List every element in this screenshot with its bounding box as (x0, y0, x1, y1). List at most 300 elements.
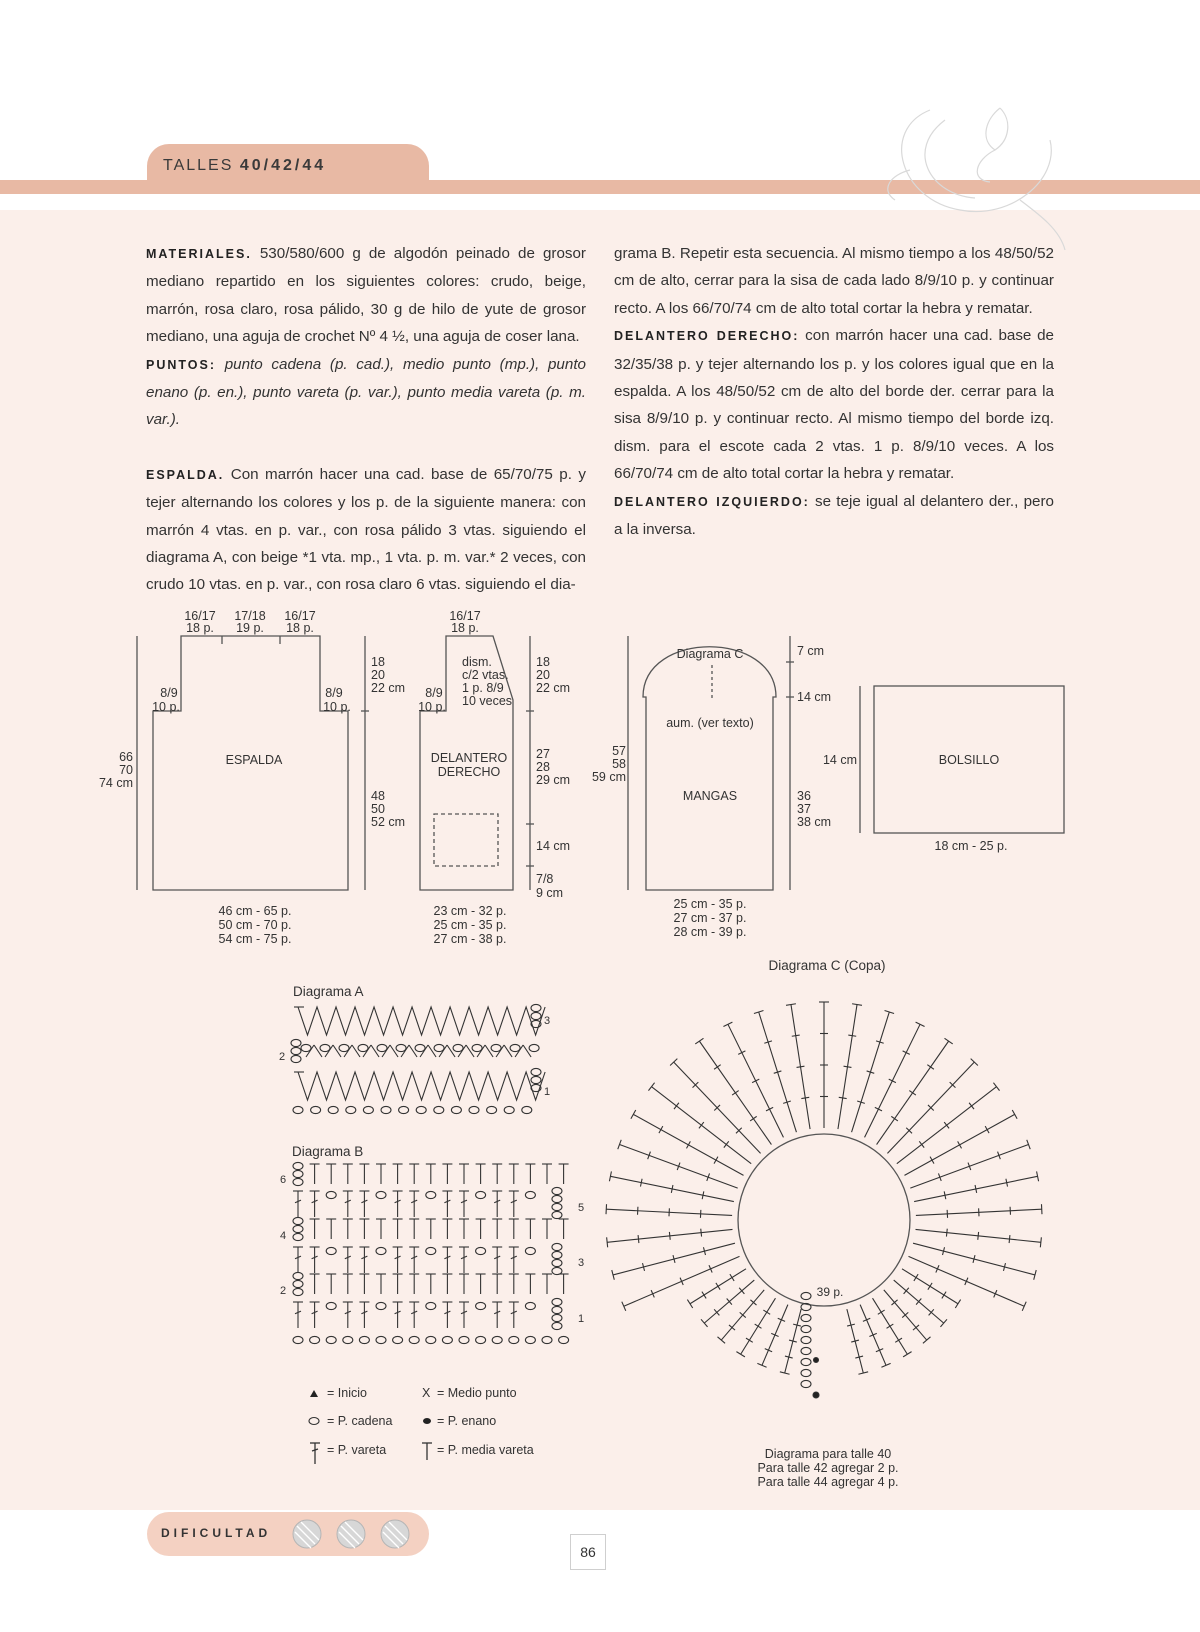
delantero-dism-3: 1 p. 8/9 (462, 681, 504, 695)
chain-stitch (293, 1162, 303, 1169)
chain-stitch (393, 1336, 403, 1343)
media-vareta-stitch (393, 1219, 403, 1239)
media-vareta-stitch (393, 1164, 403, 1184)
delantero-middle-3: 29 cm (536, 773, 571, 787)
espalda-body-start: Con marrón hacer una cad. base de 65/70/75 p. y tejer alternando los colores y los p. de la siguiente manera: con marrón 4 vtas. en p. var., con rosa pálido 3 vtas. siguiendo el diagrama A, con beige *1 vta. mp., 1 vta. p. m. var.* 2 veces, con crudo 10 vtas. en p. var., con rosa claro 6 vtas. siguiendo el dia- (146, 465, 586, 594)
chain-stitch (459, 1336, 469, 1343)
diagram-b-row-4: 4 (280, 1230, 287, 1242)
vareta-stitch (930, 1157, 934, 1164)
chain-stitch (363, 1106, 373, 1113)
chain-stitch (542, 1336, 552, 1343)
espalda-upper-3: 22 cm (371, 681, 406, 695)
media-vareta-stitch (326, 1219, 336, 1239)
chain-stitch (293, 1288, 303, 1295)
chain-stitch (552, 1314, 562, 1321)
vareta-stitch (492, 1191, 502, 1217)
diagram-a-title: Diagrama A (293, 984, 364, 999)
chain-stitch (552, 1306, 562, 1313)
delantero-dism-4: 10 veces (462, 694, 513, 708)
media-vareta-stitch (459, 1164, 469, 1184)
espalda-sisa-right-1: 8/9 (325, 686, 343, 700)
chain-stitch (476, 1336, 486, 1343)
cadena-icon (309, 1418, 319, 1425)
vareta-stitch (909, 1091, 916, 1096)
vareta-stitch (702, 1191, 704, 1199)
chain-stitch (525, 1247, 535, 1254)
chain-stitch (376, 1191, 386, 1198)
vareta-stitch (903, 1352, 911, 1357)
diagram-a-chart (291, 1004, 545, 1113)
copa-center-ring (738, 1134, 910, 1306)
delantero-upper-3: 22 cm (536, 681, 571, 695)
espalda-bottom-2: 50 cm - 70 p. (218, 918, 292, 932)
espalda-height-3: 74 cm (98, 776, 133, 790)
delantero-izq-keyword: DELANTERO IZQUIERDO: (614, 494, 810, 509)
chain-stitch (504, 1106, 514, 1113)
vareta-stitch (359, 1247, 369, 1273)
medio-icon: X (422, 1386, 431, 1400)
legend-cadena: = P. cadena (327, 1414, 393, 1428)
media-vareta-stitch (426, 1274, 436, 1294)
chain-stitch (416, 1106, 426, 1113)
chain-stitch (552, 1211, 562, 1218)
delantero-der-keyword: DELANTERO DERECHO: (614, 329, 800, 344)
delantero-middle-2: 28 (536, 760, 550, 774)
chain-stitch (472, 1044, 482, 1051)
diagram-b-title: Diagrama B (292, 1144, 364, 1159)
chain-stitch (326, 1191, 336, 1198)
vareta-stitch (640, 1179, 642, 1187)
vareta-stitch (927, 1065, 934, 1070)
vareta-stitch (702, 1292, 706, 1299)
vareta-stitch (714, 1065, 721, 1070)
chain-stitch (328, 1106, 338, 1113)
vareta-stitch (848, 1035, 856, 1036)
v-stitch-row (298, 1007, 545, 1035)
chain-stitch (492, 1336, 502, 1343)
vareta-stitch (895, 1338, 902, 1342)
diagram-b-row-3: 3 (578, 1257, 585, 1269)
espalda-top-right-2: 18 p. (286, 621, 314, 635)
media-vareta-stitch (442, 1274, 452, 1294)
mangas-lower-1: 36 (797, 789, 811, 803)
mangas-height-2: 58 (612, 757, 626, 771)
v-stitch-row (298, 1072, 545, 1100)
vareta-stitch (887, 1324, 894, 1328)
vareta-stitch (310, 1191, 320, 1217)
chain-stitch (291, 1047, 301, 1054)
chain-stitch (476, 1302, 486, 1309)
vareta-stitch (509, 1302, 519, 1328)
chain-stitch (310, 1336, 320, 1343)
chain-stitch (293, 1272, 303, 1279)
vareta-stitch (674, 1103, 679, 1109)
diagram-a-row-3: 3 (544, 1015, 551, 1027)
page-number: 86 (570, 1534, 606, 1570)
vareta-stitch (607, 1237, 608, 1247)
delantero-sisa-2: 10 p. (418, 700, 446, 714)
media-vareta-stitch (492, 1219, 502, 1239)
chain-stitch (293, 1280, 303, 1287)
media-vareta-stitch (442, 1219, 452, 1239)
diagram-c-note-1: Diagrama para talle 40 (764, 1447, 892, 1461)
vareta-stitch (659, 1126, 663, 1133)
enano-icon (423, 1418, 431, 1424)
espalda-bottom-1: 46 cm - 65 p. (218, 904, 292, 918)
vareta-stitch (442, 1302, 452, 1328)
delantero-der-body: con marrón hacer una cad. base de 32/35/38 p. y tejer alternando los p. y los colores igual que en la espalda. A los 48/50/52 cm de alto del borde der. cerrar para la sisa 8/9/10 p. y continuar recto. Al mismo tiempo del borde izq. dism. para el escote cada 2 vtas. 1 p. 8/9/10 veces. A los 66/70/74 cm de alto total cortar la hebra y rematar. (614, 327, 1054, 483)
mangas-title: MANGAS (682, 789, 738, 803)
chain-stitch (311, 1106, 321, 1113)
legend-vareta: = P. vareta (327, 1443, 387, 1457)
media-vareta-stitch (326, 1164, 336, 1184)
vareta-stitch (393, 1247, 403, 1273)
media-vareta-stitch (459, 1274, 469, 1294)
vareta-icon (310, 1443, 320, 1464)
vareta-stitch (993, 1083, 999, 1091)
chain-stitch (801, 1358, 811, 1365)
vareta-stitch (891, 1116, 898, 1121)
media-vareta-stitch (310, 1219, 320, 1239)
vareta-stitch (409, 1247, 419, 1273)
media-vareta-stitch (525, 1219, 535, 1239)
delantero-hem-2: 9 cm (536, 886, 564, 900)
bolsillo-width: 18 cm - 25 p. (934, 839, 1008, 853)
media-vareta-stitch (359, 1164, 369, 1184)
diagram-b-row-6: 6 (280, 1174, 287, 1186)
vareta-stitch (944, 1191, 946, 1199)
espalda-sisa-left-2: 10 p. (152, 700, 180, 714)
chain-stitch (801, 1369, 811, 1376)
delantero-pocket: 14 cm (536, 839, 571, 853)
chain-stitch (434, 1044, 444, 1051)
chain-stitch (522, 1106, 532, 1113)
diagram-a-row-2: 2 (279, 1051, 286, 1063)
diagram-c-chart (606, 1002, 1042, 1398)
vareta-stitch (763, 1310, 770, 1314)
media-vareta-stitch (509, 1164, 519, 1184)
mangas-outline (643, 647, 776, 890)
materiales-body: 530/580/600 g de algodón peinado de grosor mediano repartido en los siguientes colores: crudo, beige, marrón, rosa claro, rosa pálido, 30 g de hilo de yute de grosor mediano, una aguja de crochet Nº 4 ½, una aguja de coser lana. (146, 245, 586, 346)
vareta-stitch (958, 1141, 962, 1148)
media-vareta-stitch (343, 1164, 353, 1184)
delantero-dism-2: c/2 vtas. (462, 668, 509, 682)
chain-stitch (476, 1247, 486, 1254)
chain-stitch (346, 1106, 356, 1113)
bolsillo-height: 14 cm (822, 753, 857, 767)
chain-stitch (359, 1336, 369, 1343)
chain-stitch (326, 1336, 336, 1343)
chain-stitch (376, 1247, 386, 1254)
chain-stitch (415, 1044, 425, 1051)
media-vareta-stitch (476, 1274, 486, 1294)
chain-stitch (801, 1336, 811, 1343)
chain-stitch (339, 1044, 349, 1051)
mangas-bottom-3: 28 cm - 39 p. (673, 925, 747, 939)
vareta-stitch (978, 1232, 979, 1240)
vareta-stitch (293, 1247, 303, 1273)
chain-stitch (426, 1191, 436, 1198)
media-vareta-stitch (409, 1164, 419, 1184)
media-vareta-stitch (442, 1164, 452, 1184)
mangas-lower-2: 37 (797, 802, 811, 816)
media-vareta-stitch (509, 1219, 519, 1239)
puntos-body: punto cadena (p. cad.), medio punto (mp.), punto enano (p. en.), punto vareta (p. var.), punto media vareta (p. m. var.). (146, 355, 586, 429)
media-vareta-stitch (426, 1164, 436, 1184)
delantero-top-2: 18 p. (451, 621, 479, 635)
media-vareta-stitch (359, 1219, 369, 1239)
chain-stitch (453, 1044, 463, 1051)
chain-stitch (801, 1292, 811, 1299)
chain-stitch (531, 1004, 541, 1011)
inicio-icon (310, 1390, 318, 1397)
vareta-stitch (492, 1247, 502, 1273)
enano-stitch (814, 1358, 819, 1363)
espalda-lower-3: 52 cm (371, 815, 406, 829)
chain-stitch (326, 1302, 336, 1309)
mangas-bottom-1: 25 cm - 35 p. (673, 897, 747, 911)
chain-stitch (293, 1225, 303, 1232)
media-vareta-stitch (359, 1274, 369, 1294)
vareta-stitch (732, 1091, 739, 1096)
vareta-stitch (750, 1116, 757, 1121)
vareta-stitch (801, 1097, 809, 1098)
bolsillo-title: BOLSILLO (938, 753, 1000, 767)
espalda-upper-1: 18 (371, 655, 385, 669)
espalda-sisa-right-2: 10 p. (323, 700, 351, 714)
chain-stitch (476, 1191, 486, 1198)
pocket-outline (434, 814, 498, 866)
vareta-stitch (944, 1122, 949, 1128)
diagram-b-row-1: 1 (578, 1313, 585, 1325)
vareta-stitch (969, 1103, 974, 1109)
vareta-stitch (492, 1302, 502, 1328)
vareta-stitch (730, 1274, 734, 1281)
mangas-height-1: 57 (612, 744, 626, 758)
mangas-upper: 14 cm (797, 690, 832, 704)
delantero-bottom-1: 23 cm - 32 p. (433, 904, 507, 918)
sizes-value: 40/42/44 (239, 157, 327, 174)
delantero-dism-1: dism. (462, 655, 492, 669)
chain-stitch (399, 1106, 409, 1113)
chain-stitch (343, 1336, 353, 1343)
espalda-height-1: 66 (119, 750, 133, 764)
espalda-title: ESPALDA (225, 753, 283, 767)
chain-stitch (552, 1259, 562, 1266)
chain-stitch (801, 1325, 811, 1332)
vareta-stitch (442, 1247, 452, 1273)
vareta-stitch (955, 1300, 960, 1308)
chain-stitch (434, 1106, 444, 1113)
diagram-b-chart (293, 1162, 569, 1343)
materiales-keyword: MATERIALES. (146, 247, 252, 261)
vareta-stitch (459, 1302, 469, 1328)
vareta-stitch (343, 1302, 353, 1328)
vareta-stitch (975, 1185, 977, 1193)
vareta-stitch (359, 1191, 369, 1217)
diagram-c-center-label: 39 p. (816, 1285, 844, 1299)
chain-stitch (552, 1322, 562, 1329)
chain-stitch (326, 1247, 336, 1254)
delantero-bottom-3: 27 cm - 38 p. (433, 932, 507, 946)
delantero-hem-1: 7/8 (536, 872, 554, 886)
espalda-top-mid-1: 17/18 (234, 609, 266, 623)
chain-stitch (426, 1247, 436, 1254)
delantero-middle-1: 27 (536, 747, 550, 761)
vareta-stitch (459, 1191, 469, 1217)
chain-stitch (381, 1106, 391, 1113)
delantero-upper-2: 20 (536, 668, 550, 682)
chain-stitch (469, 1106, 479, 1113)
chain-stitch (293, 1233, 303, 1240)
chain-stitch (442, 1336, 452, 1343)
vareta-stitch (942, 1292, 946, 1299)
vareta-stitch (945, 1038, 953, 1044)
chain-stitch (552, 1187, 562, 1194)
chain-stitch (801, 1380, 811, 1387)
vareta-stitch (839, 1097, 847, 1098)
chain-stitch (293, 1178, 303, 1185)
chain-stitch (396, 1044, 406, 1051)
yarn-ball-icons (285, 1512, 415, 1556)
vareta-stitch (723, 1022, 732, 1026)
chain-stitch (426, 1336, 436, 1343)
chain-stitch (291, 1039, 301, 1046)
chain-stitch (376, 1336, 386, 1343)
vareta-stitch (459, 1247, 469, 1273)
chain-stitch (510, 1044, 520, 1051)
delantero-izq-body: se teje igual al delantero der., pero a la inversa. (614, 492, 1054, 539)
vareta-stitch (442, 1191, 452, 1217)
diagram-a-row-1: 1 (544, 1086, 551, 1098)
vareta-stitch (687, 1300, 692, 1308)
vareta-stitch (1009, 1235, 1010, 1243)
vareta-stitch (797, 1066, 805, 1067)
chain-stitch (552, 1203, 562, 1210)
vareta-stitch (686, 1141, 690, 1148)
media-vareta-stitch (343, 1274, 353, 1294)
espalda-height-2: 70 (119, 763, 133, 777)
delantero-top-1: 16/17 (449, 609, 481, 623)
vareta-stitch (310, 1302, 320, 1328)
espalda-top-right-1: 16/17 (284, 609, 316, 623)
chain-stitch (293, 1336, 303, 1343)
vareta-stitch (746, 1338, 753, 1342)
legend-inicio: = Inicio (327, 1386, 367, 1400)
legend-enano: = P. enano (437, 1414, 497, 1428)
espalda-top-left-2: 18 p. (186, 621, 214, 635)
vareta-stitch (736, 1352, 744, 1357)
mangas-cap: 7 cm (797, 644, 825, 658)
vareta-stitch (1006, 1179, 1008, 1187)
vareta-stitch (1040, 1237, 1041, 1247)
vareta-stitch (852, 1004, 862, 1006)
chain-stitch (552, 1298, 562, 1305)
espalda-bottom-3: 54 cm - 75 p. (218, 932, 292, 946)
chain-stitch (552, 1195, 562, 1202)
vareta-stitch (293, 1191, 303, 1217)
media-vareta-stitch (459, 1219, 469, 1239)
legend-medio: = Medio punto (437, 1386, 517, 1400)
chain-stitch (525, 1191, 535, 1198)
media-vareta-stitch (409, 1274, 419, 1294)
chain-stitch (525, 1302, 535, 1309)
vareta-stitch (1012, 1110, 1017, 1119)
mangas-lower-3: 38 cm (797, 815, 832, 829)
chain-stitch (529, 1044, 539, 1051)
chain-stitch (409, 1336, 419, 1343)
vareta-stitch (310, 1247, 320, 1273)
chain-stitch (531, 1068, 541, 1075)
chain-stitch (801, 1314, 811, 1321)
vareta-stitch (393, 1302, 403, 1328)
chain-stitch (531, 1012, 541, 1019)
diagram-b-row-5: 5 (578, 1202, 585, 1214)
vareta-stitch (716, 1283, 720, 1290)
vareta-stitch (878, 1310, 885, 1314)
vareta-stitch (916, 1022, 925, 1026)
media-vareta-stitch (326, 1274, 336, 1294)
diagram-c-note-2: Para talle 42 agregar 2 p. (757, 1461, 899, 1475)
vareta-stitch (293, 1302, 303, 1328)
puntos-keyword: PUNTOS: (146, 357, 217, 372)
vareta-stitch (919, 1141, 924, 1147)
legend-media-vareta: = P. media vareta (437, 1443, 534, 1457)
delantero-bottom-2: 25 cm - 35 p. (433, 918, 507, 932)
media-vareta-icon (422, 1443, 432, 1460)
chain-stitch (531, 1076, 541, 1083)
chain-stitch (293, 1106, 303, 1113)
espalda-lower-2: 50 (371, 802, 385, 816)
media-vareta-stitch (426, 1219, 436, 1239)
chain-stitch (801, 1347, 811, 1354)
espalda-lower-1: 48 (371, 789, 385, 803)
media-vareta-stitch (559, 1219, 569, 1239)
vareta-stitch (343, 1191, 353, 1217)
media-vareta-stitch (409, 1219, 419, 1239)
media-vareta-stitch (492, 1274, 502, 1294)
chain-stitch (451, 1106, 461, 1113)
mangas-aum-label: aum. (ver texto) (666, 716, 754, 730)
chain-stitch (293, 1170, 303, 1177)
vareta-stitch (343, 1247, 353, 1273)
media-vareta-stitch (542, 1219, 552, 1239)
media-vareta-stitch (559, 1164, 569, 1184)
vareta-stitch (985, 1126, 989, 1133)
mangas-height-3: 59 cm (591, 770, 626, 784)
media-vareta-stitch (310, 1274, 320, 1294)
vareta-stitch (724, 1141, 729, 1147)
vareta-stitch (393, 1191, 403, 1217)
difficulty-tab (147, 1512, 429, 1556)
media-vareta-stitch (492, 1164, 502, 1184)
diagram-b-row-2: 2 (280, 1285, 287, 1297)
vareta-stitch (509, 1191, 519, 1217)
media-vareta-stitch (542, 1164, 552, 1184)
espalda-upper-2: 20 (371, 668, 385, 682)
vareta-stitch (669, 1232, 670, 1240)
delantero-title-2: DERECHO (437, 765, 501, 779)
vareta-stitch (648, 1083, 654, 1091)
delantero-sisa-1: 8/9 (425, 686, 443, 700)
vareta-stitch (631, 1110, 636, 1119)
enano-stitch (813, 1392, 819, 1398)
vareta-stitch (786, 1004, 796, 1006)
espalda-top-mid-2: 19 p. (236, 621, 264, 635)
media-vareta-stitch (559, 1274, 569, 1294)
vareta-stitch (928, 1283, 932, 1290)
media-vareta-stitch (376, 1219, 386, 1239)
